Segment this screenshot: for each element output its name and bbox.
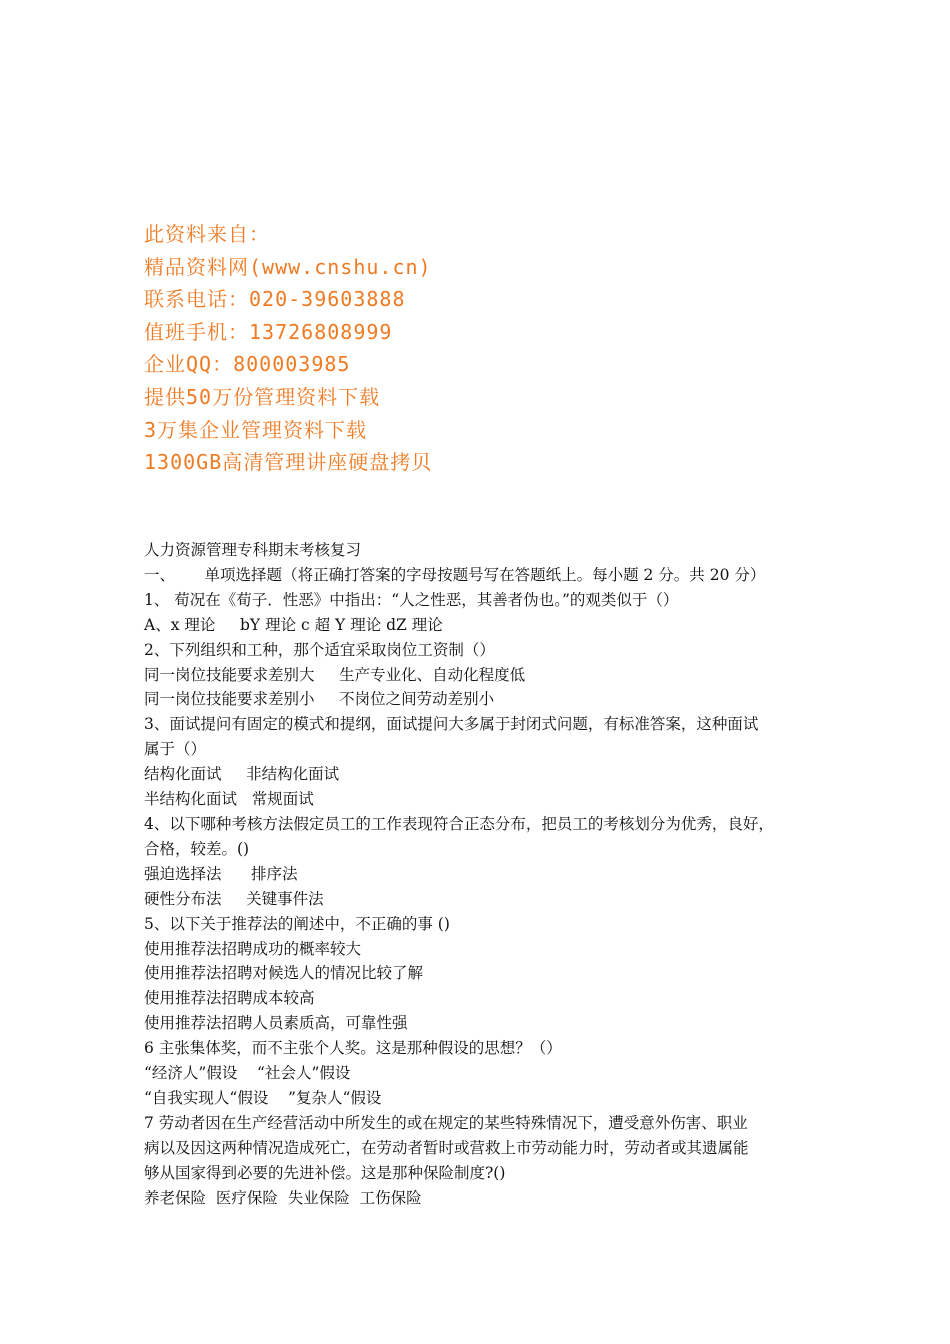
question-4: 4、以下哪种考核方法假定员工的工作表现符合正态分布，把员工的考核划分为优秀，良好， xyxy=(144,814,774,833)
question-2: 2、下列组织和工种，那个适宜采取岗位工资制（） xyxy=(144,640,495,659)
document-title: 人力资源管理专科期末考核复习 xyxy=(144,541,362,559)
ad-line-website: 精品资料网(www.cnshu.cn) xyxy=(144,254,432,279)
question-5: 5、以下关于推荐法的阐述中，不正确的事 () xyxy=(144,914,450,933)
ad-line-offer-1: 提供50万份管理资料下载 xyxy=(144,384,381,409)
ad-line-offer-3: 1300GB高清管理讲座硬盘拷贝 xyxy=(144,450,433,475)
question-3-options-b: 半结构化面试 常规面试 xyxy=(144,790,314,809)
ad-line-source: 此资料来自： xyxy=(144,222,270,246)
question-5-option-d: 使用推荐法招聘人员素质高，可靠性强 xyxy=(144,1014,408,1033)
question-6-options-a: “经济人”假设 “社会人”假设 xyxy=(144,1064,351,1083)
question-1: 1、 荀况在《荀子．性恶》中指出：“人之性恶，其善者伪也。”的观类似于（） xyxy=(144,590,679,609)
question-4-cont: 合格，较差。() xyxy=(144,839,250,858)
question-4-options-a: 强迫选择法 排序法 xyxy=(144,864,298,883)
ad-line-mobile: 值班手机：13726808999 xyxy=(144,319,393,344)
question-7-cont-2: 够从国家得到必要的先进补偿。这是那种保险制度?() xyxy=(144,1163,506,1182)
question-7-cont-1: 病以及因这两种情况造成死亡，在劳动者暂时或营救上市劳动能力时，劳动者或其遗属能 xyxy=(144,1138,749,1157)
question-3: 3、面试提问有固定的模式和提纲，面试提问大多属于封闭式问题，有标准答案，这种面试 xyxy=(144,715,759,734)
exam-review-document xyxy=(144,538,824,1210)
question-3-options-a: 结构化面试 非结构化面试 xyxy=(144,765,340,784)
question-1-options: A、x 理论 bY 理论 c 超 Y 理论 dZ 理论 xyxy=(144,615,443,634)
question-2-options-a: 同一岗位技能要求差别大 生产专业化、自动化程度低 xyxy=(144,665,526,684)
question-7-options: 养老保险 医疗保险 失业保险 工伤保险 xyxy=(144,1188,422,1207)
section-heading: 一、 单项选择题（将正确打答案的字母按题号写在答题纸上。每小题 2 分。共 20 分） xyxy=(144,565,766,584)
question-5-option-b: 使用推荐法招聘对候选人的情况比较了解 xyxy=(144,964,424,983)
question-2-options-b: 同一岗位技能要求差别小 不岗位之间劳动差别小 xyxy=(144,690,495,709)
question-5-option-c: 使用推荐法招聘成本较高 xyxy=(144,989,315,1008)
source-ad-block xyxy=(144,218,432,479)
question-6: 6 主张集体奖，而不主张个人奖。这是那种假设的思想？（） xyxy=(144,1039,562,1058)
question-6-options-b: “自我实现人“假设 ”复杂人“假设 xyxy=(144,1088,382,1107)
ad-line-qq: 企业QQ：800003985 xyxy=(144,352,351,377)
ad-line-phone: 联系电话：020-39603888 xyxy=(144,287,406,312)
question-4-options-b: 硬性分布法 关键事件法 xyxy=(144,889,324,908)
question-3-cont: 属于（） xyxy=(144,740,207,759)
ad-line-offer-2: 3万集企业管理资料下载 xyxy=(144,417,368,442)
question-5-option-a: 使用推荐法招聘成功的概率较大 xyxy=(144,939,362,958)
question-7: 7 劳动者因在生产经营活动中所发生的或在规定的某些特殊情况下，遭受意外伤害、职业 xyxy=(144,1113,748,1132)
